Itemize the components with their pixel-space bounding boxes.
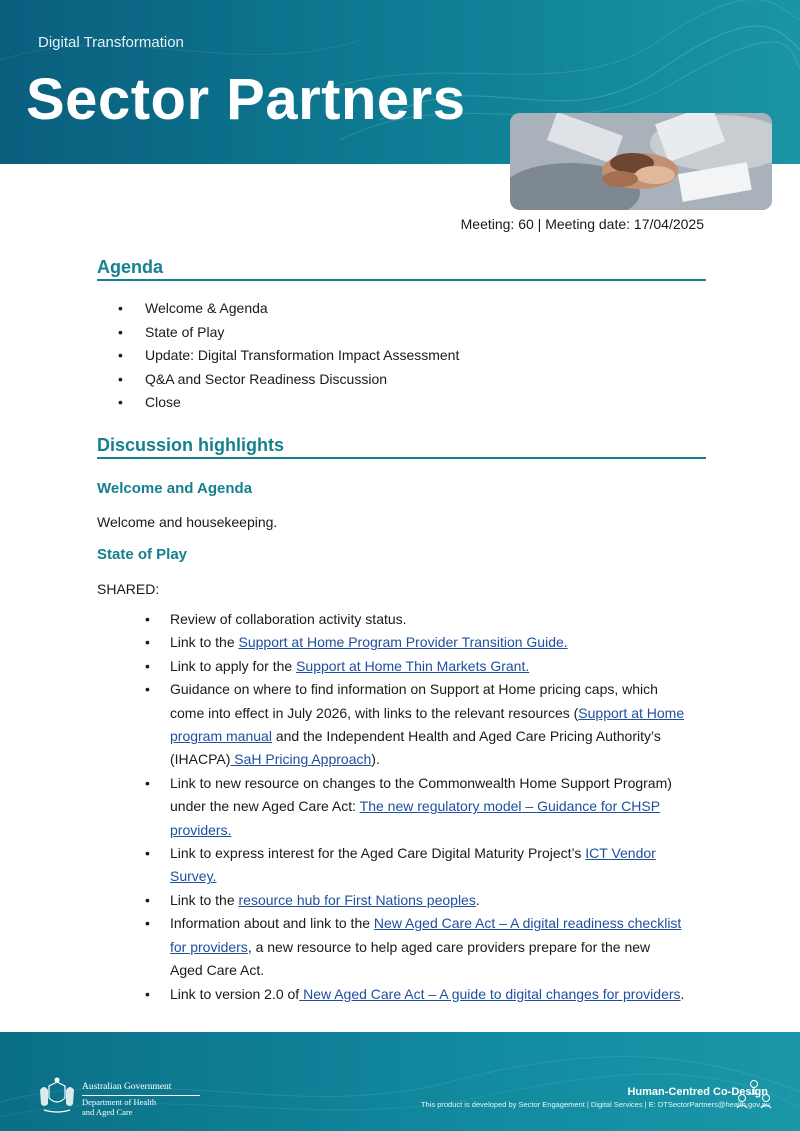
item-text: Link to express interest for the Aged Care Digital Maturity Project’s (170, 845, 586, 862)
item-text: . (475, 891, 480, 908)
agenda-item: • Update: Digital Transformation Impact Assessment (118, 344, 459, 368)
welcome-heading: Welcome and Agenda (97, 480, 253, 497)
coat-of-arms-icon (36, 1076, 78, 1116)
item-text: Review of collaboration activity status. (170, 611, 407, 627)
shared-label: SHARED: (97, 581, 160, 597)
agenda-item: • Welcome & Agenda (118, 297, 459, 321)
discussion-rule (97, 457, 706, 459)
department-line-1: Department of Health (82, 1097, 157, 1107)
department-line-2: and Aged Care (82, 1107, 133, 1117)
agenda-rule (97, 279, 706, 281)
government-name: Australian Government (82, 1082, 172, 1092)
list-item (145, 655, 685, 678)
shared-list (145, 608, 685, 1006)
transition-guide-link[interactable]: Support at Home Program Provider Transition Guide. (238, 634, 568, 651)
hands-photo-graphic (510, 113, 772, 210)
item-text: Link to new resource on changes to the Commonwealth Home Support Program) under the new Aged Care Act: (170, 774, 672, 815)
list-item (145, 889, 685, 912)
list-item (145, 983, 685, 1006)
hands-together-photo (510, 113, 772, 210)
list-item (145, 608, 685, 631)
agenda-item: • Q&A and Sector Readiness Discussion (118, 368, 459, 392)
item-text: ). (371, 751, 380, 768)
discussion-heading: Discussion highlights (97, 435, 285, 455)
footer-credit: This product is developed by Sector Engagement | Digital Services | E: DTSectorPartners@health.gov.au (420, 1100, 770, 1109)
state-of-play-heading: State of Play (97, 546, 188, 563)
item-text: Link to the (170, 891, 239, 908)
chsp-guidance-link[interactable]: The new regulatory model – Guidance for CHSP providers. (170, 798, 661, 838)
list-item (145, 631, 685, 654)
item-text: Information about and link to the (170, 915, 374, 932)
list-item (145, 842, 685, 889)
list-item (145, 912, 685, 982)
welcome-text: Welcome and housekeeping. (97, 514, 278, 530)
digital-changes-guide-link[interactable]: New Aged Care Act – A guide to digital changes for providers (299, 985, 681, 1002)
agenda-item: • Close (118, 391, 459, 415)
meeting-info: Meeting: 60 | Meeting date: 17/04/2025 (460, 216, 704, 232)
item-text: Guidance on where to find information on Support at Home pricing caps, which come into effect in July 2026, with links to the relevant resources ( (170, 681, 658, 721)
agenda-item: • State of Play (118, 321, 459, 345)
agenda-heading: Agenda (97, 257, 164, 277)
government-logo (36, 1076, 176, 1120)
item-text: and the Independent Health and Aged Care Pricing Authority’s (IHACPA) (170, 728, 661, 768)
logo-divider (82, 1095, 200, 1096)
item-text: , a new resource to help aged care providers prepare for the new Aged Care Act. (170, 938, 651, 979)
thin-markets-grant-link[interactable]: Support at Home Thin Markets Grant. (296, 657, 530, 674)
item-text: Link to the (170, 634, 239, 651)
program-manual-link[interactable]: Support at Home program manual (170, 704, 685, 745)
list-item (145, 772, 685, 842)
first-nations-hub-link[interactable]: resource hub for First Nations peoples (238, 891, 476, 908)
item-text: Link to apply for the (170, 657, 297, 674)
agenda-list (118, 297, 459, 415)
header-eyebrow: Digital Transformation (38, 34, 184, 51)
item-text: . (680, 985, 685, 1002)
pricing-approach-link[interactable]: SaH Pricing Approach (230, 751, 372, 768)
hcc-label: Human-Centred Co-Design (627, 1086, 768, 1098)
department-name (82, 1097, 156, 1117)
item-text: Link to version 2.0 of (170, 985, 300, 1002)
ict-vendor-survey-link[interactable]: ICT Vendor Survey. (170, 845, 656, 885)
readiness-checklist-link[interactable]: New Aged Care Act – A digital readiness checklist for providers (170, 915, 682, 955)
list-item (145, 678, 685, 772)
page-title: Sector Partners (26, 67, 466, 132)
